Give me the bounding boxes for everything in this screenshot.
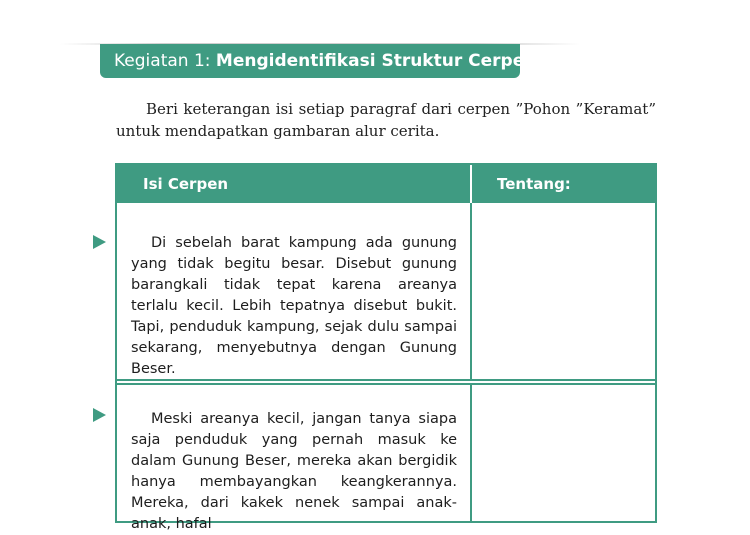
column-header-tentang: Tentang:	[497, 175, 571, 193]
instruction-text: Beri keterangan isi setiap paragraf dari cerpen ”Pohon ”Keramat” untuk mendapatkan gambaran alur cerita.	[116, 100, 656, 140]
triangle-bullet-icon	[93, 408, 106, 422]
story-structure-table	[115, 163, 657, 532]
column-header-isi-cerpen: Isi Cerpen	[143, 175, 229, 193]
row-divider	[117, 379, 655, 385]
column-divider	[470, 203, 472, 521]
table-header	[117, 165, 655, 203]
triangle-bullet-icon	[93, 235, 106, 249]
activity-title: Mengidentifikasi Struktur Cerpen	[215, 51, 537, 71]
activity-header	[100, 44, 537, 78]
activity-prefix: Kegiatan 1:	[114, 51, 216, 71]
table-row-2-isi: Meski areanya kecil, jangan tanya siapa saja penduduk yang pernah masuk ke dalam Gunung Beser, mereka akan bergidik hanya membayangkan keangkerannya. Mereka, dari kakek nenek sampai anak-anak, hafal	[131, 411, 457, 532]
table-row-1-isi: Di sebelah barat kampung ada gunung yang tidak begitu besar. Disebut gunung barangkali tidak tepat karena areanya terlalu kecil. Lebih tepatnya disebut bukit. Tapi, penduduk kampung, sejak dulu sampai sekarang, menyebutnya dengan Gunung Beser.	[131, 235, 457, 377]
header-column-divider	[470, 165, 472, 203]
